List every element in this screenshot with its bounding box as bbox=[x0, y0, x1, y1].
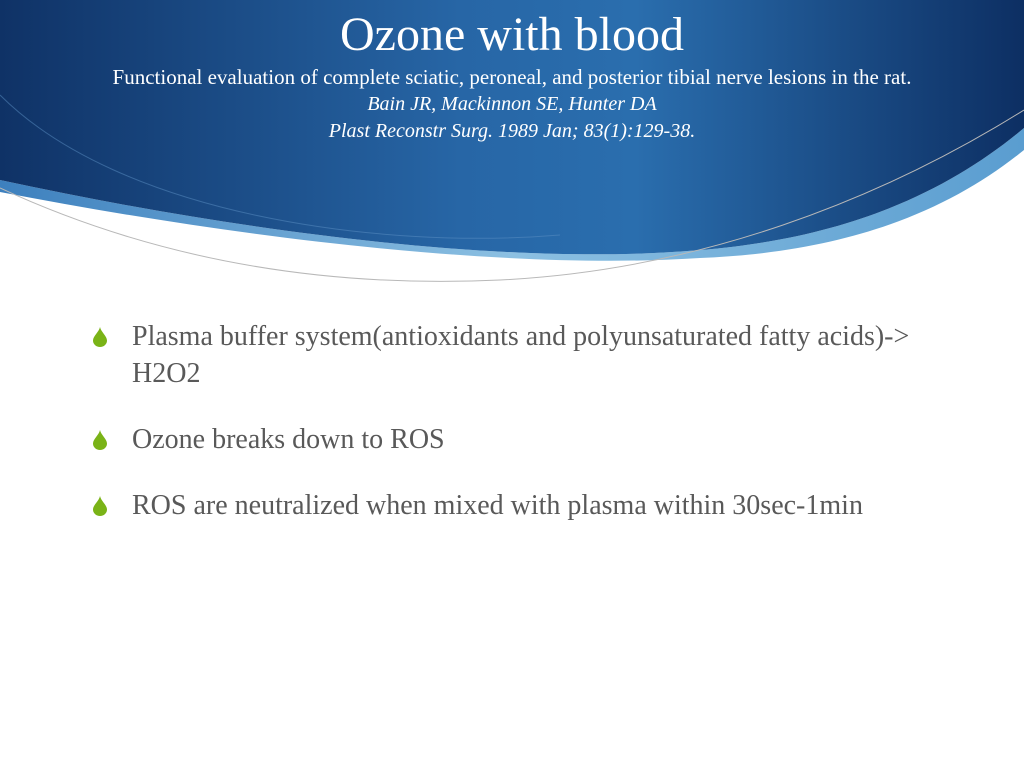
bullet-text: Plasma buffer system(antioxidants and polyunsaturated fatty acids)-> H2O2 bbox=[132, 321, 910, 389]
slide-title: Ozone with blood bbox=[340, 8, 684, 61]
reference-title: Functional evaluation of complete sciatic, peroneal, and posterior tibial nerve lesions in the rat. bbox=[112, 65, 912, 89]
water-drop-icon bbox=[92, 496, 108, 516]
bullet-text: ROS are neutralized when mixed with plasma within 30sec-1min bbox=[132, 490, 863, 521]
bullet-list bbox=[92, 318, 942, 553]
water-drop-icon bbox=[92, 327, 108, 347]
reference-journal: Plast Reconstr Surg. 1989 Jan; 83(1):129-38. bbox=[328, 120, 696, 142]
water-drop-icon bbox=[92, 430, 108, 450]
bullet-text: Ozone breaks down to ROS bbox=[132, 424, 445, 455]
title-block bbox=[40, 6, 984, 145]
bullet-item bbox=[92, 487, 942, 524]
bullet-item bbox=[92, 318, 942, 392]
reference-authors: Bain JR, Mackinnon SE, Hunter DA bbox=[367, 93, 657, 115]
bullet-item bbox=[92, 421, 942, 458]
